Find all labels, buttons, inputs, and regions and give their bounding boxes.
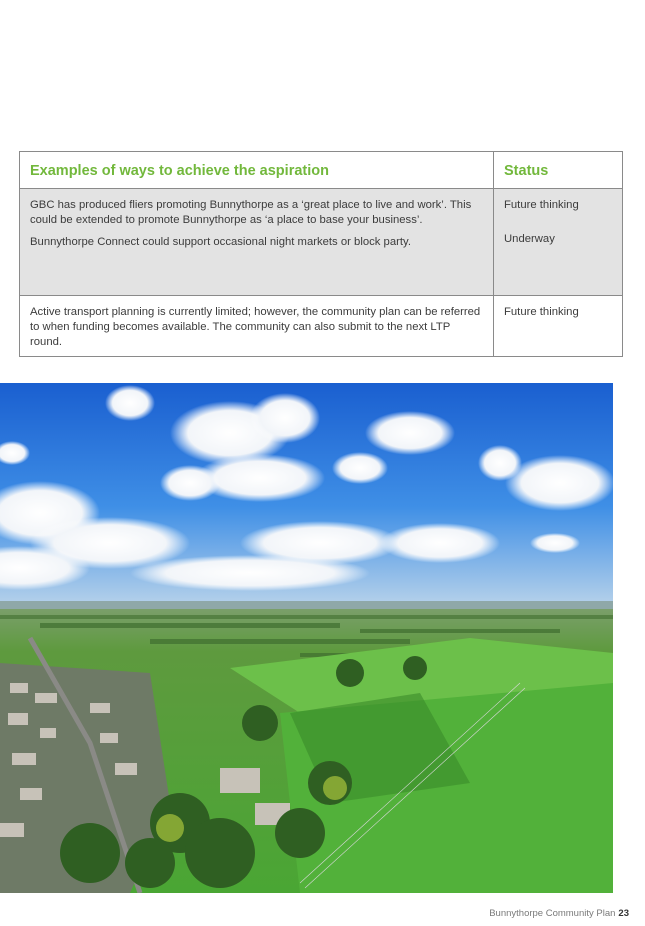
status-text: Underway bbox=[504, 233, 555, 245]
footer-title: Bunnythorpe Community Plan bbox=[489, 908, 616, 919]
examples-cell bbox=[20, 189, 494, 295]
aspiration-table bbox=[19, 151, 623, 357]
header-examples: Examples of ways to achieve the aspiration bbox=[20, 152, 494, 188]
status-cell bbox=[494, 189, 622, 295]
status-text: Future thinking bbox=[504, 306, 579, 318]
example-text: Active transport planning is currently limited; however, the community plan can be referred to when funding becomes available. The community can also submit to the next LTP round. bbox=[30, 306, 481, 348]
page-footer bbox=[489, 908, 629, 919]
table-row bbox=[20, 188, 622, 295]
aerial-photo-illustration bbox=[0, 383, 613, 893]
status-text: Future thinking bbox=[504, 199, 579, 211]
example-text: GBC has produced fliers promoting Bunnythorpe as a ‘great place to live and work’. This could be extended to promote Bunnythorpe as ‘a place to base your business’. bbox=[30, 199, 472, 226]
page-number: 23 bbox=[618, 908, 629, 919]
example-text: Bunnythorpe Connect could support occasional night markets or block party. bbox=[30, 236, 411, 248]
header-status: Status bbox=[504, 163, 549, 179]
aerial-landscape-photo bbox=[0, 383, 613, 893]
table-row bbox=[20, 295, 622, 356]
table-header-row bbox=[20, 152, 622, 188]
status-cell bbox=[494, 296, 622, 356]
examples-cell bbox=[20, 296, 494, 356]
